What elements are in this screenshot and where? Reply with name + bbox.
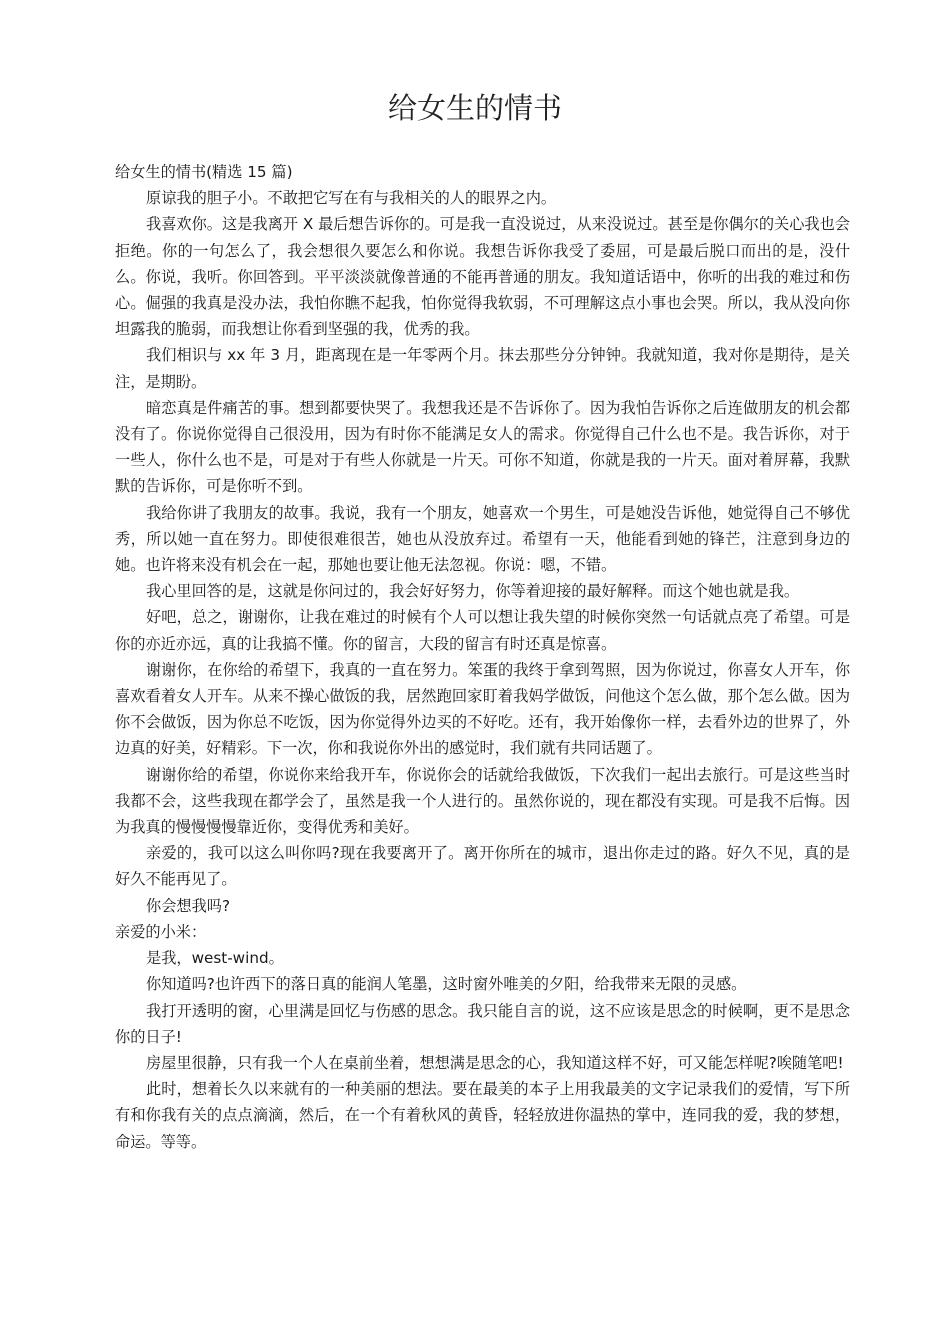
paragraph: 谢谢你，在你给的希望下，我真的一直在努力。笨蛋的我终于拿到驾照，因为你说过，你喜女人开车，你喜欢看着女人开车。从来不操心做饭的我，居然跑回家盯着我妈学做饭，问他这个怎么做，那个怎么做。因为你不会做饭，因为你总不吃饭，因为你觉得外边买的不好吃。还有，我开始像你一样，去看外边的世界了，外边真的好美，好精彩。下一次，你和我说你外出的感觉时，我们就有共同话题了。 bbox=[115, 660, 850, 758]
document-body bbox=[115, 159, 850, 1155]
paragraph: 暗恋真是件痛苦的事。想到都要快哭了。我想我还是不告诉你了。因为我怕告诉你之后连做朋友的机会都没有了。你说你觉得自己很没用，因为有时你不能满足女人的需求。你觉得自己什么也不是。我告诉你，对于一些人，你什么也不是，可是对于有些人你就是一片天。可你不知道，你就是我的一片天。面对着屏幕，我默默的告诉你，可是你听不到。 bbox=[115, 398, 850, 496]
paragraph: 谢谢你给的希望，你说你来给我开车，你说你会的话就给我做饭，下次我们一起出去旅行。可是这些当时我都不会，这些我现在都学会了，虽然是我一个人进行的。虽然你说的，现在都没有实现。可是我不后悔。因为我真的慢慢慢慢靠近你，变得优秀和美好。 bbox=[115, 765, 850, 837]
letter-salutation: 亲爱的小米： bbox=[115, 922, 207, 941]
document-subtitle: 给女生的情书(精选 15 篇) bbox=[115, 163, 293, 181]
letter-paragraph: 我打开透明的窗，心里满是回忆与伤感的思念。我只能自言的说，这不应该是思念的时候啊，更不是思念你的日子! bbox=[115, 1001, 850, 1046]
paragraph: 好吧，总之，谢谢你，让我在难过的时候有个人可以想让我失望的时候你突然一句话就点亮了希望。可是你的亦近亦远，真的让我搞不懂。你的留言，大段的留言有时还真是惊喜。 bbox=[115, 608, 850, 653]
paragraph: 我们相识与 xx 年 3 月，距离现在是一年零两个月。抹去那些分分钟钟。我就知道，我对你是期待，是关注，是期盼。 bbox=[115, 346, 850, 391]
paragraph: 原谅我的胆子小。不敢把它写在有与我相关的人的眼界之内。 bbox=[146, 189, 557, 208]
paragraph: 我心里回答的是，这就是你问过的，我会好好努力，你等着迎接的最好解释。而这个她也就是我。 bbox=[146, 582, 800, 601]
letter-paragraph: 此时，想着长久以来就有的一种美丽的想法。要在最美的本子上用我最美的文字记录我们的爱情，写下所有和你我有关的点点滴滴，然后，在一个有着秋风的黄昏，轻轻放进你温热的掌中，连同我的爱，我的梦想，命运。等等。 bbox=[115, 1080, 850, 1151]
paragraph: 你会想我吗? bbox=[146, 896, 230, 915]
paragraph: 我给你讲了我朋友的故事。我说，我有一个朋友，她喜欢一个男生，可是她没告诉他，她觉得自己不够优秀，所以她一直在努力。即使很难很苦，她也从没放弃过。希望有一天，他能看到她的锋芒，注意到身边的她。也许将来没有机会在一起，那她也要让他无法忽视。你说：嗯，不错。 bbox=[115, 503, 850, 575]
letter-paragraph: 是我，west-wind。 bbox=[146, 949, 284, 968]
letter-paragraph: 你知道吗?也许西下的落日真的能润人笔墨，这时窗外唯美的夕阳，给我带来无限的灵感。 bbox=[146, 975, 747, 994]
paragraph: 亲爱的，我可以这么叫你吗?现在我要离开了。离开你所在的城市，退出你走过的路。好久不见，真的是好久不能再见了。 bbox=[115, 844, 850, 889]
letter-paragraph: 房屋里很静，只有我一个人在桌前坐着，想想满是思念的心，我知道这样不好，可又能怎样呢?唉随笔吧! bbox=[146, 1053, 844, 1072]
document-title: 给女生的情书 bbox=[387, 91, 562, 125]
paragraph: 我喜欢你。这是我离开 X 最后想告诉你的。可是我一直没说过，从来没说过。甚至是你偶尔的关心我也会拒绝。你的一句怎么了，我会想很久要怎么和你说。我想告诉你我受了委屈，可是最后脱口而出的是，没什么。你说，我听。你回答到。平平淡淡就像普通的不能再普通的朋友。我知道话语中，你听的出我的难过和伤心。倔强的我真是没办法，我怕你瞧不起我，怕你觉得我软弱，不可理解这点小事也会哭。所以，我从没向你坦露我的脆弱，而我想让你看到坚强的我，优秀的我。 bbox=[115, 215, 850, 339]
